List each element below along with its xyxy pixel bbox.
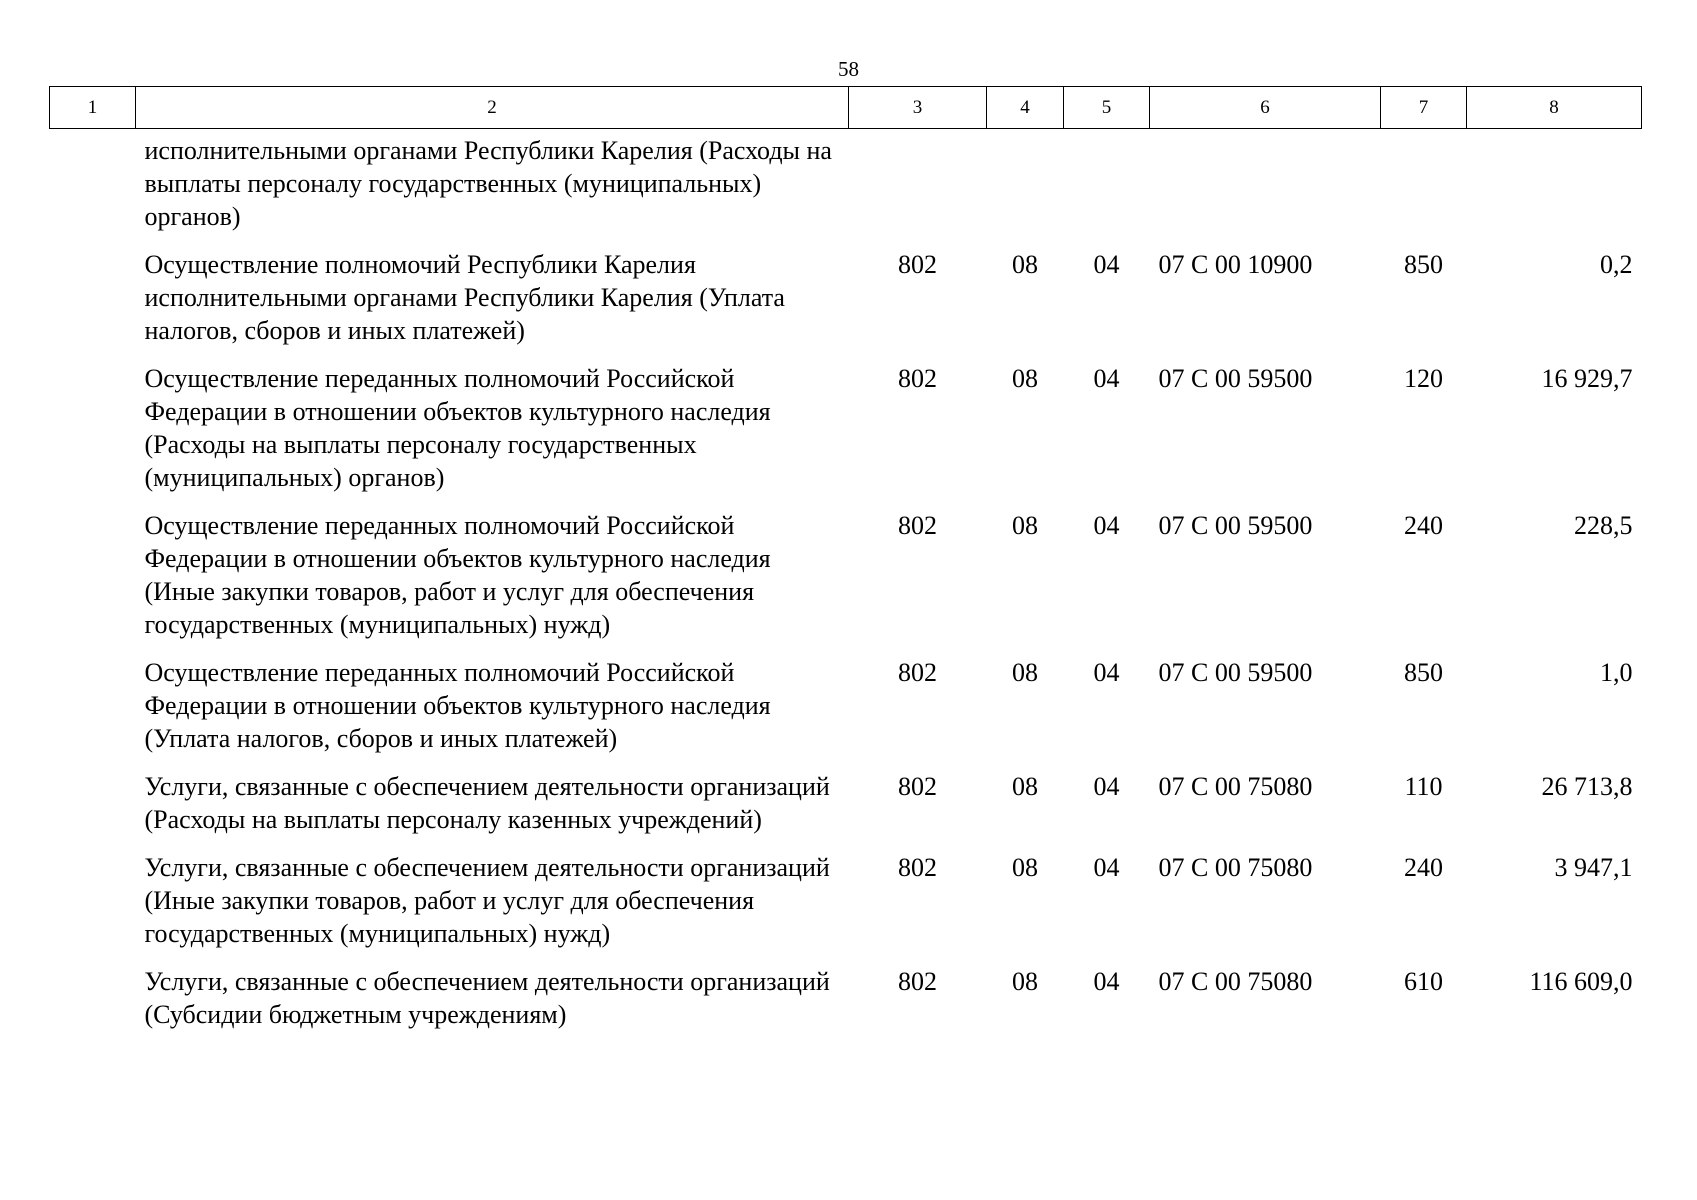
table-header <box>50 87 1642 129</box>
header-col-1: 1 <box>50 87 136 129</box>
row-target-article: 07 С 00 59500 <box>1158 511 1313 540</box>
row-section: 08 <box>1012 772 1038 801</box>
row-target-article: 07 С 00 75080 <box>1158 967 1313 996</box>
row-target-article: 07 С 00 59500 <box>1158 364 1313 393</box>
row-expense-type: 110 <box>1404 772 1443 801</box>
table-row <box>50 965 1642 1046</box>
row-amount: 16 929,7 <box>1541 364 1633 393</box>
row-name: Услуги, связанные с обеспечением деятельности организаций (Субсидии бюджетным учреждениям) <box>144 967 830 1029</box>
row-expense-type: 240 <box>1404 853 1443 882</box>
row-section <box>987 129 1064 249</box>
row-expense-type: 240 <box>1404 511 1443 540</box>
row-grbs: 802 <box>898 853 937 882</box>
row-target-article: 07 С 00 75080 <box>1158 772 1313 801</box>
row-grbs: 802 <box>898 364 937 393</box>
row-section: 08 <box>1012 658 1038 687</box>
row-subsection: 04 <box>1093 658 1120 687</box>
header-row <box>50 87 1642 129</box>
row-subsection: 04 <box>1093 967 1120 996</box>
header-col-4: 4 <box>987 87 1064 129</box>
row-subsection: 04 <box>1093 853 1120 882</box>
row-section: 08 <box>1012 853 1038 882</box>
row-subsection <box>1064 129 1150 249</box>
row-section: 08 <box>1012 364 1038 393</box>
row-grbs <box>849 129 987 249</box>
row-amount: 26 713,8 <box>1541 772 1633 801</box>
row-expense-type: 850 <box>1404 658 1443 687</box>
table-row <box>50 770 1642 851</box>
row-amount: 116 609,0 <box>1529 967 1633 996</box>
row-name: Услуги, связанные с обеспечением деятельности организаций (Расходы на выплаты персоналу казенных учреждений) <box>144 772 830 834</box>
row-grbs: 802 <box>898 511 937 540</box>
row-target-article: 07 С 00 75080 <box>1158 853 1313 882</box>
row-grbs: 802 <box>898 772 937 801</box>
header-col-7: 7 <box>1381 87 1467 129</box>
table-body <box>50 129 1642 1047</box>
row-expense-type: 610 <box>1404 967 1443 996</box>
header-col-6: 6 <box>1150 87 1381 129</box>
row-subsection: 04 <box>1093 364 1120 393</box>
row-target-article: 07 С 00 10900 <box>1158 250 1313 279</box>
row-grbs: 802 <box>898 658 937 687</box>
row-section: 08 <box>1012 511 1038 540</box>
row-name: Услуги, связанные с обеспечением деятельности организаций (Иные закупки товаров, работ и услуг для обеспечения государственных (муниципальных) нужд) <box>144 853 830 948</box>
table-row <box>50 248 1642 362</box>
row-section: 08 <box>1012 967 1038 996</box>
row-amount: 228,5 <box>1574 511 1633 540</box>
row-grbs: 802 <box>898 967 937 996</box>
page-number: 58 <box>838 57 859 81</box>
row-amount: 1,0 <box>1600 658 1633 687</box>
row-target-article: 07 С 00 59500 <box>1158 658 1313 687</box>
row-target-article <box>1150 129 1381 249</box>
row-expense-type: 850 <box>1404 250 1443 279</box>
row-name: Осуществление переданных полномочий Российской Федерации в отношении объектов культурного наследия (Расходы на выплаты персоналу государственных (муниципальных) органов) <box>144 364 771 492</box>
table-row <box>50 851 1642 965</box>
table-row <box>50 129 1642 249</box>
table-row <box>50 656 1642 770</box>
row-expense-type <box>1381 129 1467 249</box>
row-amount: 3 947,1 <box>1554 853 1633 882</box>
header-col-2: 2 <box>136 87 849 129</box>
row-name: Осуществление переданных полномочий Российской Федерации в отношении объектов культурного наследия (Уплата налогов, сборов и иных платежей) <box>144 658 771 753</box>
row-amount: 0,2 <box>1600 250 1633 279</box>
row-name: исполнительными органами Республики Карелия (Расходы на выплаты персоналу государственных (муниципальных) органов) <box>144 136 832 231</box>
row-grbs: 802 <box>898 250 937 279</box>
header-col-8: 8 <box>1467 87 1642 129</box>
table-row <box>50 362 1642 509</box>
row-subsection: 04 <box>1093 250 1120 279</box>
header-col-3: 3 <box>849 87 987 129</box>
header-col-5: 5 <box>1064 87 1150 129</box>
budget-table <box>49 86 1642 1046</box>
row-expense-type: 120 <box>1404 364 1443 393</box>
row-name: Осуществление полномочий Республики Карелия исполнительными органами Республики Карелия (Уплата налогов, сборов и иных платежей) <box>144 250 785 345</box>
row-section: 08 <box>1012 250 1038 279</box>
table-row <box>50 509 1642 656</box>
row-subsection: 04 <box>1093 511 1120 540</box>
row-amount <box>1467 129 1642 249</box>
row-subsection: 04 <box>1093 772 1120 801</box>
row-name: Осуществление переданных полномочий Российской Федерации в отношении объектов культурного наследия (Иные закупки товаров, работ и услуг для обеспечения государственных (муниципальных) нужд) <box>144 511 771 639</box>
